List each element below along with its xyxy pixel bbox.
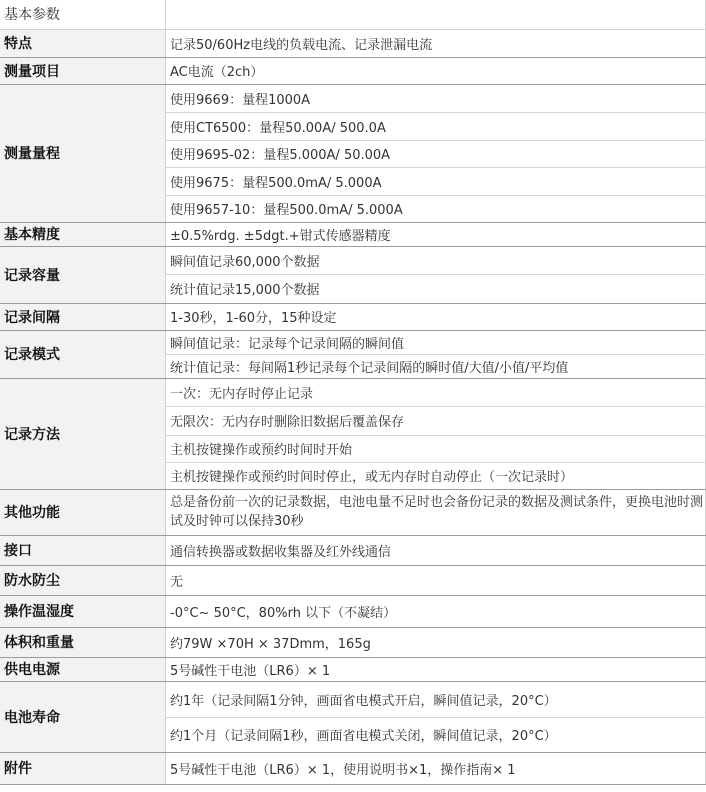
table-row <box>0 535 706 565</box>
table-row <box>0 378 706 406</box>
table-header-row <box>0 0 706 29</box>
row-label: 特点 <box>0 29 166 57</box>
row-label: 接口 <box>0 535 166 565</box>
row-value: AC电流（2ch） <box>166 57 706 84</box>
row-value: 5号碱性干电池（LR6）× 1 <box>166 657 706 681</box>
row-value: 使用9695-02：量程5.000A/ 50.00A <box>166 140 706 167</box>
row-value: 瞬间值记录：记录每个记录间隔的瞬间值 <box>166 330 706 354</box>
row-value: 统计值记录：每间隔1秒记录每个记录间隔的瞬时值/大值/小值/平均值 <box>166 354 706 378</box>
row-value: 使用9657-10：量程500.0mA/ 5.000A <box>166 195 706 222</box>
table-row <box>0 565 706 595</box>
row-value: 使用9675：量程500.0mA/ 5.000A <box>166 167 706 195</box>
table-row <box>0 303 706 330</box>
table-row <box>0 222 706 246</box>
table-row <box>0 657 706 681</box>
row-value: -0°C~ 50°C，80%rh 以下（不凝结） <box>166 595 706 627</box>
row-label: 记录方法 <box>0 378 166 489</box>
row-label: 体积和重量 <box>0 627 166 657</box>
row-value: 使用9669：量程1000A <box>166 84 706 112</box>
table-title-blank <box>166 0 706 29</box>
row-label: 记录间隔 <box>0 303 166 330</box>
row-label: 供电电源 <box>0 657 166 681</box>
table-row <box>0 246 706 274</box>
row-value: 1-30秒，1-60分，15种设定 <box>166 303 706 330</box>
row-value: 无 <box>166 565 706 595</box>
row-label: 基本精度 <box>0 222 166 246</box>
table-title: 基本参数 <box>0 0 166 29</box>
row-value: 统计值记录15,000个数据 <box>166 274 706 303</box>
row-value: 瞬间值记录60,000个数据 <box>166 246 706 274</box>
row-label: 记录容量 <box>0 246 166 303</box>
row-value: 一次：无内存时停止记录 <box>166 378 706 406</box>
row-value: 总是备份前一次的记录数据，电池电量不足时也会备份记录的数据及测试条件，更换电池时测试及时钟可以保持30秒 <box>166 489 706 535</box>
row-value: 主机按键操作或预约时间时开始 <box>166 435 706 462</box>
row-label: 测量项目 <box>0 57 166 84</box>
row-value: 约1年（记录间隔1分钟，画面省电模式开启，瞬间值记录，20°C） <box>166 681 706 717</box>
row-label: 记录模式 <box>0 330 166 378</box>
table-row <box>0 489 706 535</box>
row-label: 操作温湿度 <box>0 595 166 627</box>
row-label: 附件 <box>0 752 166 784</box>
table-row <box>0 57 706 84</box>
table-row <box>0 627 706 657</box>
row-label: 电池寿命 <box>0 681 166 752</box>
row-value: 约1个月（记录间隔1秒，画面省电模式关闭，瞬间值记录，20°C） <box>166 717 706 752</box>
row-value: 主机按键操作或预约时间时停止，或无内存时自动停止（一次记录时） <box>166 462 706 489</box>
row-value: 通信转换器或数据收集器及红外线通信 <box>166 535 706 565</box>
row-value: 使用CT6500：量程50.00A/ 500.0A <box>166 112 706 140</box>
table-row <box>0 752 706 784</box>
row-label: 测量量程 <box>0 84 166 222</box>
row-value: 记录50/60Hz电线的负载电流、记录泄漏电流 <box>166 29 706 57</box>
row-value: 5号碱性干电池（LR6）× 1，使用说明书×1，操作指南× 1 <box>166 752 706 784</box>
row-label: 其他功能 <box>0 489 166 535</box>
table-row <box>0 330 706 354</box>
table-row <box>0 595 706 627</box>
table-row <box>0 681 706 717</box>
row-value: ±0.5%rdg. ±5dgt.+钳式传感器精度 <box>166 222 706 246</box>
row-label: 防水防尘 <box>0 565 166 595</box>
row-value: 无限次：无内存时删除旧数据后覆盖保存 <box>166 406 706 435</box>
table-row <box>0 84 706 112</box>
table-row <box>0 29 706 57</box>
row-value: 约79W ×70H × 37Dmm，165g <box>166 627 706 657</box>
